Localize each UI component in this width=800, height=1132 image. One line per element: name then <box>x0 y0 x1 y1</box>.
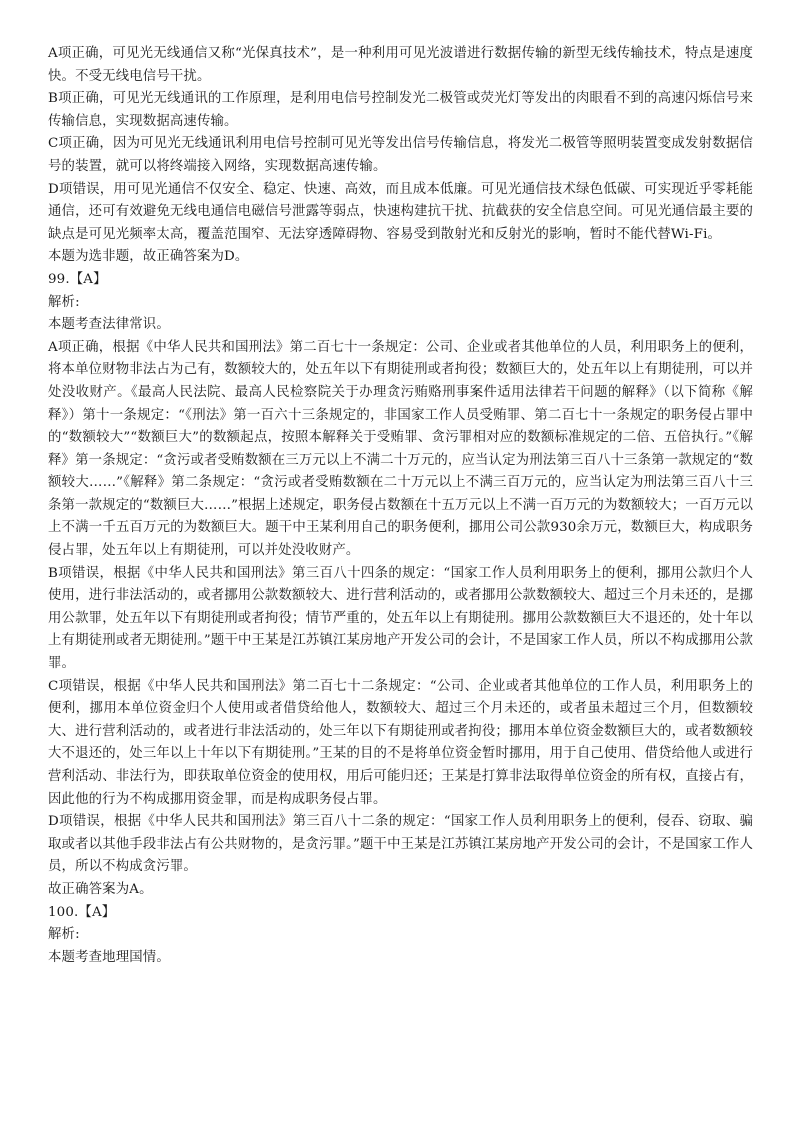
question-99-answer: 99.【A】 <box>48 271 107 287</box>
answer-conclusion-q98: 本题为选非题，故正确答案为D。 <box>48 249 249 265</box>
answer-explanation-text <box>48 43 753 969</box>
analysis-label: 解析: <box>48 927 80 943</box>
answer-conclusion-q99: 故正确答案为A。 <box>48 881 153 897</box>
analysis-label: 解析: <box>48 294 80 310</box>
question-100-answer: 100.【A】 <box>48 904 116 920</box>
option-a-explanation-q99: A项正确，根据《中华人民共和国刑法》第二百七十一条规定：公司、企业或者其他单位的人员，利用职务上的便利，将本单位财物非法占为己有，数额较大的，处五年以下有期徒刑或者拘役；数额巨大的，处五年以上有期徒刑，可以并处没收财产。《最高人民法院、最高人民检察院关于办理贪污贿赂刑事案件适用法律若干问题的解释》（以下简称《解释》）第十一条规定：“《刑法》第一百六十三条规定的，非国家工作人员受贿罪、第二百七十一条规定的职务侵占罪中的“数额较大”“数额巨大”的数额起点，按照本解释关于受贿罪、贪污罪相对应的数额标准规定的二倍、五倍执行。”《解释》第一条规定：“贪污或者受贿数额在三万元以上不满二十万元的，应当认定为刑法第三百八十三条第一款规定的“数额较大……”《解释》第二条规定：“贪污或者受贿数额在二十万元以上不满三百万元的，应当认定为刑法第三百八十三条第一款规定的“数额巨大……”根据上述规定，职务侵占数额在十五万元以上不满一百万元的为数额较大；一百万元以上不满一千五百万元的为数额巨大。题干中王某利用自己的职务便利，挪用公司公款930余万元，数额巨大，构成职务侵占罪，处五年以上有期徒刑，可以并处没收财产。 <box>48 339 753 559</box>
topic-line: 本题考查地理国情。 <box>48 949 170 965</box>
topic-line: 本题考查法律常识。 <box>48 317 170 333</box>
option-b-explanation-q99: B项错误，根据《中华人民共和国刑法》第三百八十四条的规定：“国家工作人员利用职务上的便利，挪用公款归个人使用，进行非法活动的，或者挪用公款数额较大、进行营利活动的，或者挪用公款数额较大、超过三个月未还的，是挪用公款罪，处五年以下有期徒刑或者拘役；情节严重的，处五年以上有期徒刑。挪用公款数额巨大不退还的，处十年以上有期徒刑或者无期徒刑。”题干中王某是江苏镇江某房地产开发公司的会计，不是国家工作人员，所以不构成挪用公款罪。 <box>48 565 753 672</box>
option-d-explanation-q99: D项错误，根据《中华人民共和国刑法》第三百八十二条的规定：“国家工作人员利用职务上的便利，侵吞、窃取、骗取或者以其他手段非法占有公共财物的，是贪污罪。”题干中王某是江苏镇江某房地产开发公司的会计，不是国家工作人员，所以不构成贪污罪。 <box>48 814 753 875</box>
option-c-explanation-q99: C项错误，根据《中华人民共和国刑法》第二百七十二条规定：“公司、企业或者其他单位的工作人员，利用职务上的便利，挪用本单位资金归个人使用或者借贷给他人，数额较大、超过三个月未还的，或者虽未超过三个月，但数额较大、进行营利活动的，或者进行非法活动的，处三年以下有期徒刑或者拘役；挪用本单位资金数额巨大的，或者数额较大不退还的，处三年以上十年以下有期徒刑。”王某的目的不是将单位资金暂时挪用，用于自己使用、借贷给他人或进行营利活动、非法行为，即获取单位资金的使用权，用后可能归还；王某是打算非法取得单位资金的所有权，直接占有，因此他的行为不构成挪用资金罪，而是构成职务侵占罪。 <box>48 678 753 807</box>
option-b-explanation-q98: B项正确，可见光无线通讯的工作原理，是利用电信号控制发光二极管或荧光灯等发出的肉眼看不到的高速闪烁信号来传输信息，实现数据高速传输。 <box>48 91 753 129</box>
option-c-explanation-q98: C项正确，因为可见光无线通讯利用电信号控制可见光等发出信号传输信息，将发光二极管等照明装置变成发射数据信号的装置，就可以将终端接入网络，实现数据高速传输。 <box>48 136 753 174</box>
option-d-explanation-q98: D项错误，用可见光通信不仅安全、稳定、快速、高效，而且成本低廉。可见光通信技术绿色低碳、可实现近乎零耗能通信，还可有效避免无线电通信电磁信号泄露等弱点，快速构建抗干扰、抗截获的安全信息空间。可见光通信最主要的缺点是可见光频率太高，覆盖范围窄、无法穿透障碍物、容易受到散射光和反射光的影响，暂时不能代替Wi-Fi。 <box>48 181 753 242</box>
option-a-explanation-q98: A项正确，可见光无线通信又称“光保真技术”，是一种利用可见光波谱进行数据传输的新型无线传输技术，特点是速度快。不受无线电信号干扰。 <box>48 46 753 84</box>
